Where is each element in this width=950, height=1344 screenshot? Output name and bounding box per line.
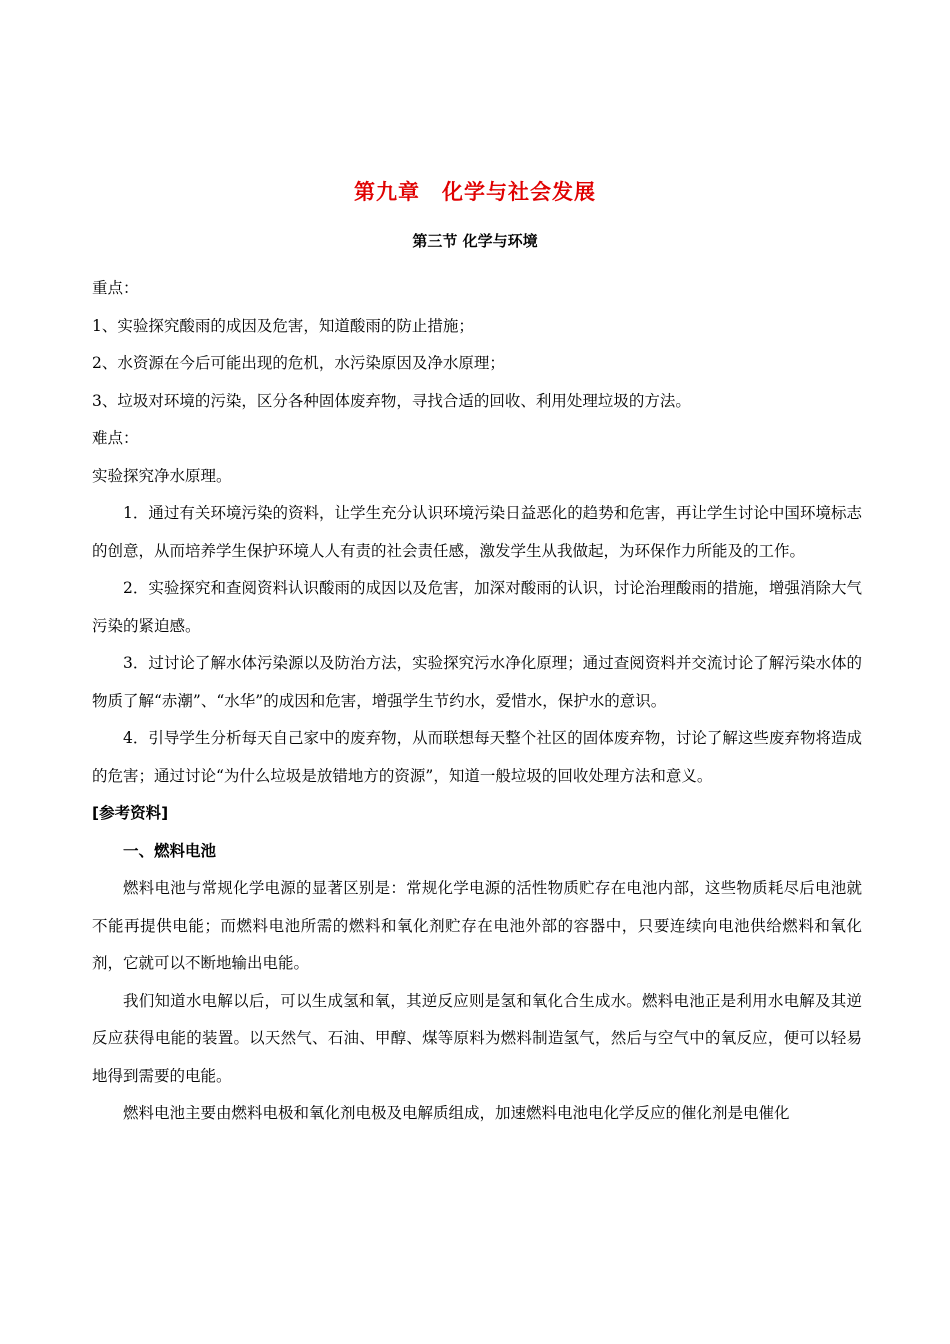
reference-paragraph: 我们知道水电解以后，可以生成氢和氧，其逆反应则是氢和氧化合生成水。燃料电池正是利用水电解及其逆反应获得电能的装置。以天然气、石油、甲醇、煤等原料为燃料制造氢气，然后与空气中的氧反应，便可以轻易地得到需要的电能。 (92, 991, 862, 1085)
chapter-title: 第九章 化学与社会发展 (354, 180, 596, 204)
difficult-points-text: 实验探究净水原理。 (92, 466, 232, 485)
reference-heading: [参考资料] (92, 804, 169, 822)
difficult-points-heading: 难点： (92, 429, 139, 447)
objective-paragraph: 1．通过有关环境污染的资料，让学生充分认识环境污染日益恶化的趋势和危害，再让学生讨论中国环境标志的创意，从而培养学生保护环境人人有责的社会责任感，激发学生从我做起，为环保作力所能及的工作。 (92, 504, 862, 560)
objective-paragraph: 2．实验探究和查阅资料认识酸雨的成因以及危害，加深对酸雨的认识，讨论治理酸雨的措施，增强消除大气污染的紧迫感。 (92, 579, 862, 635)
document-body (92, 270, 862, 1133)
key-point-item: 2、水资源在今后可能出现的危机，水污染原因及净水原理； (92, 354, 505, 372)
reference-subheading: 一、燃料电池 (123, 841, 217, 860)
objective-paragraph: 4．引导学生分析每天自己家中的废弃物，从而联想每天整个社区的固体废弃物，讨论了解这些废弃物将造成的危害；通过讨论“为什么垃圾是放错地方的资源”，知道一般垃圾的回收处理方法和意义。 (92, 729, 862, 785)
key-points-heading: 重点： (92, 279, 139, 297)
objective-paragraph: 3．过讨论了解水体污染源以及防治方法，实验探究污水净化原理；通过查阅资料并交流讨论了解污染水体的物质了解“赤潮”、“水华”的成因和危害，增强学生节约水，爱惜水，保护水的意识。 (92, 654, 862, 710)
key-point-item: 1、实验探究酸雨的成因及危害，知道酸雨的防止措施； (92, 316, 474, 335)
reference-paragraph: 燃料电池主要由燃料电极和氧化剂电极及电解质组成，加速燃料电池电化学反应的催化剂是电催化 (123, 1104, 790, 1122)
key-point-item: 3、垃圾对环境的污染，区分各种固体废弃物，寻找合适的回收、利用处理垃圾的方法。 (92, 391, 691, 410)
section-title: 第三节 化学与环境 (412, 232, 538, 250)
reference-paragraph: 燃料电池与常规化学电源的显著区别是：常规化学电源的活性物质贮存在电池内部，这些物质耗尽后电池就不能再提供电能；而燃料电池所需的燃料和氧化剂贮存在电池外部的容器中，只要连续向电池供给燃料和氧化剂，它就可以不断地输出电能。 (92, 879, 862, 972)
